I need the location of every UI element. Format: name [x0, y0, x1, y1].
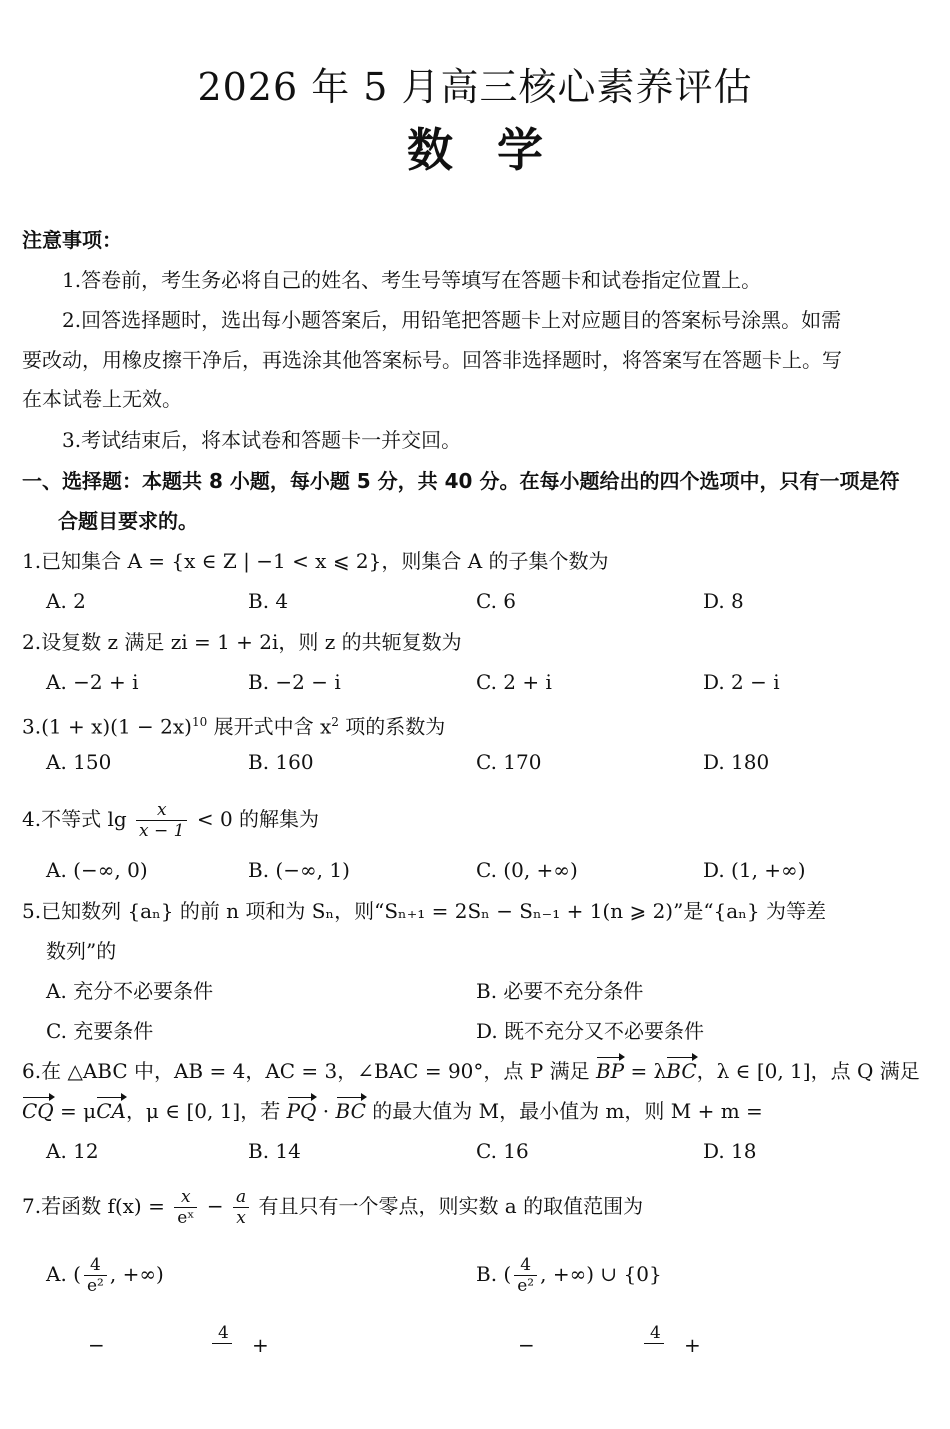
notice-item-2-line-3: 在本试卷上无效。	[22, 387, 182, 411]
question-5-stem-line-1: 5.已知数列 {aₙ} 的前 n 项和为 Sₙ，则“Sₙ₊₁ = 2Sₙ − Sₙ₋₁ + 1(n ⩾ 2)”是“{aₙ} 为等差	[22, 899, 826, 923]
question-4-option-a: A. (−∞, 0)	[46, 858, 148, 882]
question-7-fraction-2	[233, 1187, 249, 1228]
vector-ca: CA	[96, 1096, 126, 1126]
question-4-numerator: x	[136, 800, 187, 821]
notice-item-1: 1.答卷前，考生务必将自己的姓名、考生号等填写在答题卡和试卷指定位置上。	[62, 268, 762, 292]
question-2-option-b: B. −2 − i	[248, 670, 341, 694]
question-4-fraction	[136, 800, 187, 841]
question-7-option-d-fragment-numerator: 4	[650, 1323, 661, 1343]
question-3-stem-mid: 展开式中含 x	[207, 714, 332, 739]
question-2-option-a: A. −2 + i	[46, 670, 139, 694]
question-1-option-b: B. 4	[248, 589, 289, 613]
question-6-option-b: B. 14	[248, 1139, 301, 1163]
question-6-text-3: ，μ ∈ [0, 1]，若	[125, 1099, 287, 1123]
question-7-option-c-fragment-minus: −	[88, 1333, 105, 1357]
question-7-stem-post: 有且只有一个零点，则实数 a 的取值范围为	[258, 1194, 644, 1218]
question-7-fraction-1	[174, 1187, 197, 1228]
question-3-option-c: C. 170	[476, 750, 542, 774]
question-7-option-a-fraction	[84, 1255, 107, 1296]
question-5-option-d: D. 既不充分又不必要条件	[476, 1019, 705, 1043]
question-3-stem	[22, 707, 445, 742]
question-7-option-b-denominator: e²	[517, 1276, 535, 1296]
question-1-stem: 1.已知集合 A = {x ∈ Z | −1 < x ⩽ 2}，则集合 A 的子集个数为	[22, 549, 609, 573]
notice-item-3: 3.考试结束后，将本试卷和答题卡一并交回。	[62, 428, 462, 452]
question-3-stem-post: 项的系数为	[338, 714, 446, 739]
question-6-eq-1: = λ	[624, 1059, 667, 1083]
question-7-option-c-fraction-bar	[212, 1343, 232, 1344]
question-6-text-1: 6.在 △ABC 中，AB = 4，AC = 3，∠BAC = 90°，点 P 满足	[22, 1059, 596, 1083]
question-2-option-d: D. 2 − i	[703, 670, 780, 694]
question-7-option-b-fraction	[514, 1255, 537, 1296]
question-7-option-c-fragment-plus: +	[252, 1333, 269, 1357]
section-heading-line-1: 一、选择题：本题共 8 小题，每小题 5 分，共 40 分。在每小题给出的四个选项中，只有一项是符	[22, 469, 900, 493]
question-3-option-a: A. 150	[46, 750, 112, 774]
question-7-option-b	[476, 1252, 662, 1296]
question-6-text-2: ，λ ∈ [0, 1]，点 Q 满足	[696, 1059, 920, 1083]
question-7-option-c-fragment-numerator: 4	[218, 1323, 229, 1343]
vector-bp: BP	[596, 1056, 624, 1086]
question-3-option-d: D. 180	[703, 750, 770, 774]
question-7-denominator-1: eˣ	[177, 1208, 195, 1228]
notice-item-2-line-1: 2.回答选择题时，选出每小题答案后，用铅笔把答题卡上对应题目的答案标号涂黑。如需	[62, 308, 842, 332]
question-5-option-c: C. 充要条件	[46, 1019, 154, 1043]
question-5-option-a: A. 充分不必要条件	[46, 979, 214, 1003]
question-6-eq-2: = μ	[53, 1099, 97, 1123]
question-1-option-d: D. 8	[703, 589, 744, 613]
question-5-stem-line-2: 数列”的	[46, 939, 117, 963]
question-7-numerator-2: a	[233, 1187, 249, 1208]
question-6-text-4: 的最大值为 M，最小值为 m，则 M + m =	[365, 1099, 763, 1123]
question-6-option-a: A. 12	[46, 1139, 99, 1163]
question-7-option-a-pre: A. (	[46, 1262, 81, 1286]
question-6-option-d: D. 18	[703, 1139, 757, 1163]
question-7-option-d-fragment-plus: +	[684, 1333, 701, 1357]
question-7-option-a	[46, 1252, 164, 1296]
question-4-option-d: D. (1, +∞)	[703, 858, 806, 882]
question-7-option-a-numerator: 4	[84, 1255, 107, 1276]
question-6-stem-line-2	[22, 1096, 763, 1126]
question-7-stem-pre: 7.若函数 f(x) =	[22, 1194, 165, 1218]
exam-title: 2026 年 5 月高三核心素养评估	[197, 65, 753, 109]
question-7-option-d-fraction-bar	[644, 1343, 664, 1344]
question-7-option-a-denominator: e²	[86, 1276, 104, 1296]
question-3-exponent: 10	[191, 715, 208, 729]
question-7-option-b-post: , +∞) ∪ {0}	[540, 1262, 662, 1286]
question-3-exponent-2: 2	[331, 715, 339, 729]
question-4-option-c: C. (0, +∞)	[476, 858, 578, 882]
question-4-stem-post: < 0 的解集为	[196, 807, 320, 831]
question-7-numerator-1: x	[174, 1187, 197, 1208]
question-4-stem	[22, 797, 319, 841]
question-6-stem-line-1	[22, 1056, 920, 1086]
vector-cq: CQ	[22, 1096, 54, 1126]
question-5-option-b: B. 必要不充分条件	[476, 979, 644, 1003]
question-6-dot: ·	[316, 1099, 336, 1123]
notice-item-2-line-2: 要改动，用橡皮擦干净后，再选涂其他答案标号。回答非选择题时，将答案写在答题卡上。写	[22, 348, 842, 372]
question-4-option-b: B. (−∞, 1)	[248, 858, 350, 882]
subject-title: 数学	[407, 123, 587, 177]
question-7-option-d-fragment-minus: −	[518, 1333, 535, 1357]
question-7-denominator-2: x	[236, 1208, 246, 1228]
question-4-denominator: x − 1	[139, 821, 185, 841]
vector-bc: BC	[666, 1056, 696, 1086]
question-7-option-b-pre: B. (	[476, 1262, 512, 1286]
question-6-option-c: C. 16	[476, 1139, 529, 1163]
vector-pq: PQ	[287, 1096, 317, 1126]
question-2-stem: 2.设复数 z 满足 zi = 1 + 2i，则 z 的共轭复数为	[22, 630, 462, 654]
question-1-option-a: A. 2	[46, 589, 86, 613]
question-7-option-a-post: , +∞)	[109, 1262, 164, 1286]
question-1-option-c: C. 6	[476, 589, 517, 613]
notice-heading: 注意事项：	[22, 228, 122, 252]
question-7-option-b-numerator: 4	[514, 1255, 537, 1276]
question-7-minus: −	[206, 1194, 224, 1218]
question-7-stem	[22, 1184, 643, 1228]
section-heading-line-2: 合题目要求的。	[58, 509, 198, 533]
question-3-option-b: B. 160	[248, 750, 314, 774]
question-4-stem-pre: 4.不等式 lg	[22, 807, 127, 831]
vector-bc-2: BC	[336, 1096, 366, 1126]
question-3-stem-pre: 3.(1 + x)(1 − 2x)	[22, 714, 192, 739]
question-2-option-c: C. 2 + i	[476, 670, 552, 694]
